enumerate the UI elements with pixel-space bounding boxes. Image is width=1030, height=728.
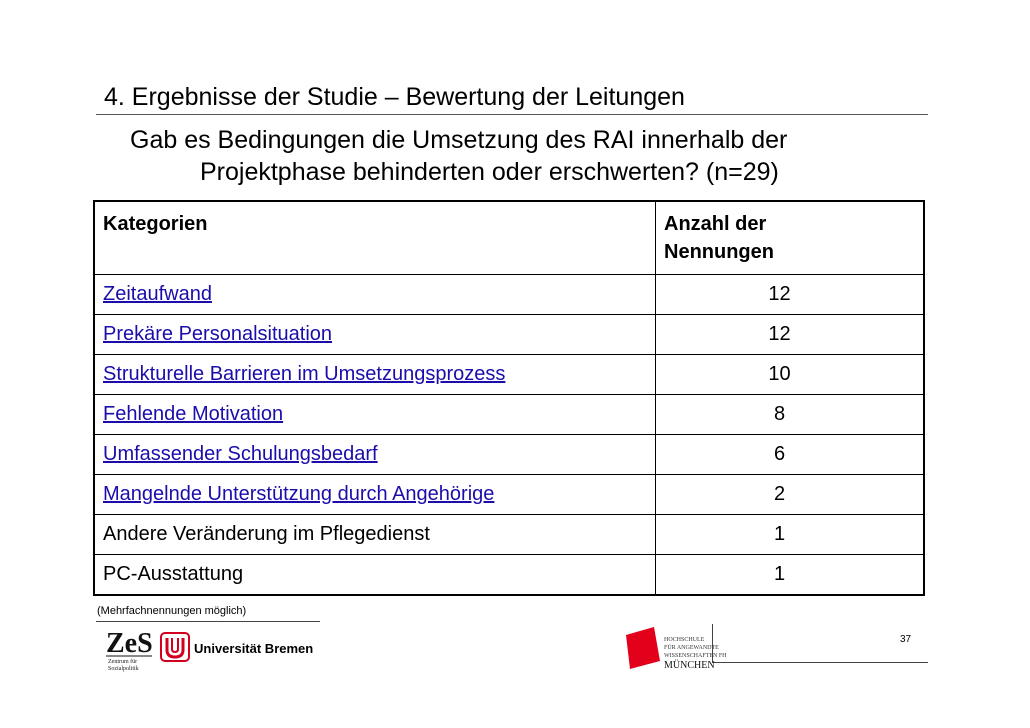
- table-row: [94, 475, 924, 515]
- page-number: 37: [900, 634, 912, 645]
- count-cell: 8: [656, 395, 925, 435]
- hm-line-1: HOCHSCHULE: [664, 637, 705, 643]
- table-row: [94, 395, 924, 435]
- header-category: Kategorien: [94, 201, 656, 275]
- category-text-pc-ausstattung: PC-Ausstattung: [103, 563, 244, 585]
- question-line-1: Gab es Bedingungen die Umsetzung des RAI innerhalb der: [130, 126, 788, 154]
- category-cell: [94, 475, 656, 515]
- category-link-personalsituation[interactable]: Prekäre Personalsituation: [103, 323, 333, 345]
- zes-subtitle-1: Zentrum für: [108, 659, 138, 665]
- hm-line-2: FÜR ANGEWANDTE: [664, 645, 719, 651]
- results-table: [93, 200, 925, 596]
- hm-line-4: MÜNCHEN: [664, 660, 715, 671]
- header-count: [656, 201, 925, 275]
- footnote: (Mehrfachnennungen möglich): [97, 605, 247, 617]
- university-name: Universität Bremen: [194, 641, 314, 656]
- university-bremen-logo-icon: [160, 632, 190, 662]
- category-cell: [94, 435, 656, 475]
- count-cell: 6: [656, 435, 925, 475]
- category-cell: [94, 315, 656, 355]
- survey-question: [130, 124, 920, 188]
- footer-divider-left: [96, 621, 320, 622]
- category-cell: [94, 395, 656, 435]
- zes-logo-text: ZeS: [106, 628, 153, 659]
- footer-divider-right: [712, 662, 928, 663]
- table-row: [94, 315, 924, 355]
- category-link-angehoerige[interactable]: Mangelnde Unterstützung durch Angehörige: [103, 483, 495, 505]
- table-row: [94, 355, 924, 395]
- category-link-strukturelle-barrieren[interactable]: Strukturelle Barrieren im Umsetzungsprozess: [103, 363, 506, 385]
- category-cell: [94, 555, 656, 596]
- category-link-schulungsbedarf[interactable]: Umfassender Schulungsbedarf: [103, 443, 378, 465]
- category-text-pflegedienst: Andere Veränderung im Pflegedienst: [103, 523, 430, 545]
- table-row: [94, 275, 924, 315]
- table-row: [94, 555, 924, 596]
- count-cell: 1: [656, 555, 925, 596]
- count-cell: 1: [656, 515, 925, 555]
- table-row: [94, 515, 924, 555]
- header-count-line-1: Anzahl der: [664, 213, 767, 235]
- count-cell: 10: [656, 355, 925, 395]
- zes-subtitle-2: Sozialpolitik: [108, 666, 139, 672]
- table-row: [94, 435, 924, 475]
- count-cell: 12: [656, 315, 925, 355]
- hm-line-3: WISSENSCHAFTEN FH: [664, 653, 727, 659]
- question-line-2: Projektphase behinderten oder erschwerten? (n=29): [200, 158, 779, 186]
- category-cell: [94, 515, 656, 555]
- zes-logo: [104, 628, 154, 672]
- category-link-fehlende-motivation[interactable]: Fehlende Motivation: [103, 403, 284, 425]
- category-cell: [94, 355, 656, 395]
- header-count-line-2: Nennungen: [664, 241, 774, 263]
- count-cell: 12: [656, 275, 925, 315]
- slide-title: 4. Ergebnisse der Studie – Bewertung der Leitungen: [104, 83, 685, 111]
- title-divider: [96, 114, 928, 115]
- category-cell: [94, 275, 656, 315]
- count-cell: 2: [656, 475, 925, 515]
- hochschule-muenchen-text: [664, 636, 727, 672]
- table-header-row: [94, 201, 924, 275]
- category-link-zeitaufwand[interactable]: Zeitaufwand: [103, 283, 212, 305]
